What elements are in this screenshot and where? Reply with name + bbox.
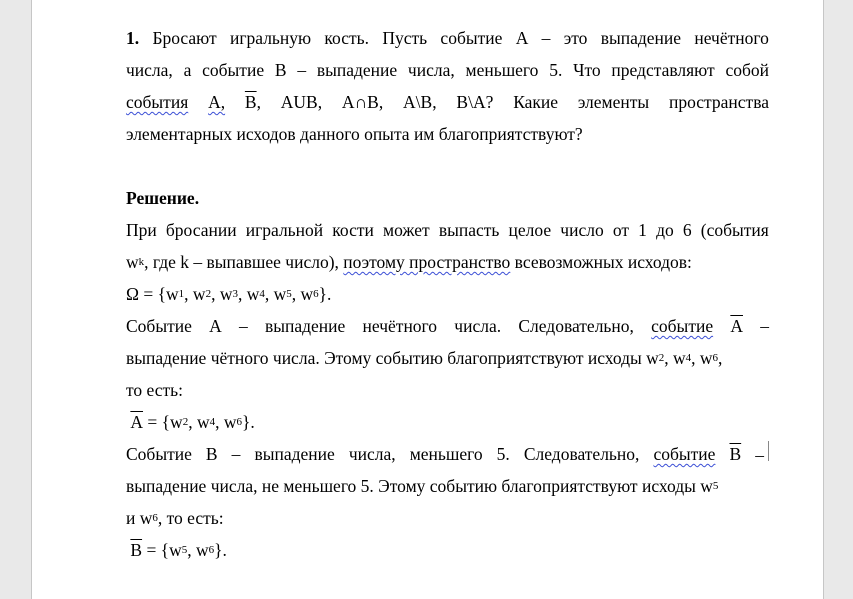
word: пространства bbox=[668, 92, 769, 112]
word: числа. bbox=[454, 316, 502, 336]
problem-number: 1. bbox=[126, 28, 140, 48]
word: до bbox=[656, 220, 674, 240]
text: }. bbox=[241, 412, 255, 432]
word: В bbox=[205, 444, 218, 464]
word: – bbox=[541, 28, 551, 48]
event-b-complement: $\overline{B}$, bbox=[244, 92, 261, 112]
text: , то есть: bbox=[157, 508, 224, 528]
text: w bbox=[126, 252, 139, 272]
word: представляют bbox=[611, 60, 715, 80]
solution-heading bbox=[126, 182, 769, 214]
word: выпадение bbox=[600, 28, 682, 48]
text: }. bbox=[318, 284, 332, 304]
word: – bbox=[755, 441, 769, 468]
overline-letter: $\overline{B}$ bbox=[244, 92, 257, 112]
word: выпасть bbox=[438, 220, 500, 240]
word: от bbox=[612, 220, 630, 240]
word: Событие bbox=[126, 444, 192, 464]
word: 5. bbox=[496, 444, 510, 464]
word: – bbox=[231, 444, 241, 464]
solution-title: Решение. bbox=[126, 188, 200, 208]
word: число bbox=[560, 220, 604, 240]
word: А bbox=[209, 316, 222, 336]
word: целое bbox=[508, 220, 552, 240]
text: , w bbox=[184, 284, 206, 304]
b-complement-set: $\overline{B}$ = {w 5 , w 6 }. bbox=[126, 534, 769, 566]
a-complement-set: $\overline{A}$ = {w 2 , w 4 , w 6 }. bbox=[126, 406, 769, 438]
problem-line-3 bbox=[126, 86, 769, 118]
word: B\A? bbox=[456, 92, 494, 112]
spellcheck-phrase[interactable]: поэтому пространство bbox=[343, 252, 511, 272]
text: всевозможных исходов: bbox=[510, 252, 692, 272]
spellcheck-word[interactable]: события bbox=[126, 92, 189, 112]
problem-line-2 bbox=[126, 54, 769, 86]
word: меньшего bbox=[409, 444, 483, 464]
word: событие bbox=[440, 28, 503, 48]
word: В bbox=[274, 60, 287, 80]
word: бросании bbox=[165, 220, 237, 240]
word: кость. bbox=[324, 28, 369, 48]
text: , w bbox=[187, 540, 209, 560]
document-content bbox=[126, 22, 769, 566]
problem-text: элементарных исходов данного опыта им благоприятствуют? bbox=[126, 124, 583, 144]
word: это bbox=[563, 28, 588, 48]
text: = {w bbox=[143, 412, 183, 432]
text: , w bbox=[664, 348, 686, 368]
solution-line-2: w k , где k – выпавшее число), поэтому пространство всевозможных исходов: bbox=[126, 246, 769, 278]
word: AUB, bbox=[280, 92, 323, 112]
word: Следовательно, bbox=[523, 444, 640, 464]
word: числа, bbox=[407, 60, 455, 80]
word: 1 bbox=[638, 220, 647, 240]
text: выпадение чётного числа. Этому событию благоприятствуют исходы w bbox=[126, 348, 659, 368]
text: , w bbox=[291, 284, 314, 304]
word: (события bbox=[700, 220, 769, 240]
word: меньшего bbox=[465, 60, 539, 80]
word: A\B, bbox=[403, 92, 437, 112]
word: 6 bbox=[682, 220, 692, 240]
word: игральную bbox=[229, 28, 312, 48]
solution-line-5: выпадение чётного числа. Этому событию благоприятствуют исходы w 2 , w 4 , w 6 , bbox=[126, 342, 769, 374]
omega-line: Ω = {w 1 , w 2 , w 3 , w 4 , w 5 , w 6 }. bbox=[126, 278, 769, 310]
problem-line-1 bbox=[126, 22, 769, 54]
solution-line-10: и w 6 , то есть: bbox=[126, 502, 769, 534]
word: элементы bbox=[577, 92, 650, 112]
spellcheck-word[interactable]: событие bbox=[653, 444, 716, 464]
word: Событие bbox=[126, 316, 192, 336]
word: выпадение bbox=[264, 316, 346, 336]
solution-line-9: выпадение числа, не меньшего 5. Этому событию благоприятствуют исходы w 5 bbox=[126, 470, 769, 502]
word: А bbox=[515, 28, 529, 48]
text: Ω = {w bbox=[126, 284, 179, 304]
word: числа, bbox=[126, 60, 173, 80]
word: выпадение bbox=[254, 444, 335, 464]
word: Какие bbox=[513, 92, 559, 112]
word: выпадение bbox=[316, 60, 398, 80]
word: может bbox=[383, 220, 430, 240]
word: – bbox=[238, 316, 248, 336]
word: числа, bbox=[348, 444, 396, 464]
event-b-complement: $\overline{B}$ bbox=[729, 444, 742, 464]
text: }. bbox=[214, 540, 227, 560]
solution-line-4 bbox=[126, 310, 769, 342]
text: выпадение числа, не меньшего 5. Этому событию благоприятствуют исходы w bbox=[126, 476, 713, 496]
word: Следовательно, bbox=[518, 316, 634, 336]
word: игральной bbox=[245, 220, 324, 240]
word: собой bbox=[725, 60, 769, 80]
text: то есть: bbox=[126, 380, 184, 400]
text: , w bbox=[188, 412, 210, 432]
word: 5. bbox=[549, 60, 563, 80]
text: = {w bbox=[142, 540, 182, 560]
spellcheck-word[interactable]: событие bbox=[651, 316, 714, 336]
text: , bbox=[718, 348, 723, 368]
text: , w bbox=[264, 284, 287, 304]
problem-line-4 bbox=[126, 118, 769, 150]
word: Бросают bbox=[152, 28, 217, 48]
word: Что bbox=[573, 60, 601, 80]
word: нечётного bbox=[694, 28, 769, 48]
solution-line-8 bbox=[126, 438, 769, 470]
word: нечётного bbox=[362, 316, 438, 336]
word: событие bbox=[202, 60, 265, 80]
document-page bbox=[31, 0, 824, 599]
text: и w bbox=[126, 508, 153, 528]
word: Пусть bbox=[382, 28, 428, 48]
solution-line-1 bbox=[126, 214, 769, 246]
event-a-complement: A, bbox=[208, 92, 226, 112]
text-cursor bbox=[768, 441, 769, 461]
word: – bbox=[760, 316, 769, 336]
event-a-complement: $\overline{A}$ bbox=[130, 412, 144, 432]
blank-line bbox=[126, 150, 769, 182]
text: , где k – выпавшее число), bbox=[144, 252, 339, 272]
word: а bbox=[183, 60, 192, 80]
event-b-complement: $\overline{B}$ bbox=[130, 540, 143, 560]
text: , w bbox=[215, 412, 237, 432]
event-a-complement: $\overline{A}$ bbox=[730, 316, 743, 336]
word: A∩B, bbox=[341, 92, 384, 112]
text: , w bbox=[691, 348, 713, 368]
text: , w bbox=[211, 284, 233, 304]
text: , w bbox=[237, 284, 260, 304]
word: – bbox=[297, 60, 307, 80]
word: кости bbox=[332, 220, 374, 240]
solution-line-6 bbox=[126, 374, 769, 406]
word: При bbox=[126, 220, 157, 240]
